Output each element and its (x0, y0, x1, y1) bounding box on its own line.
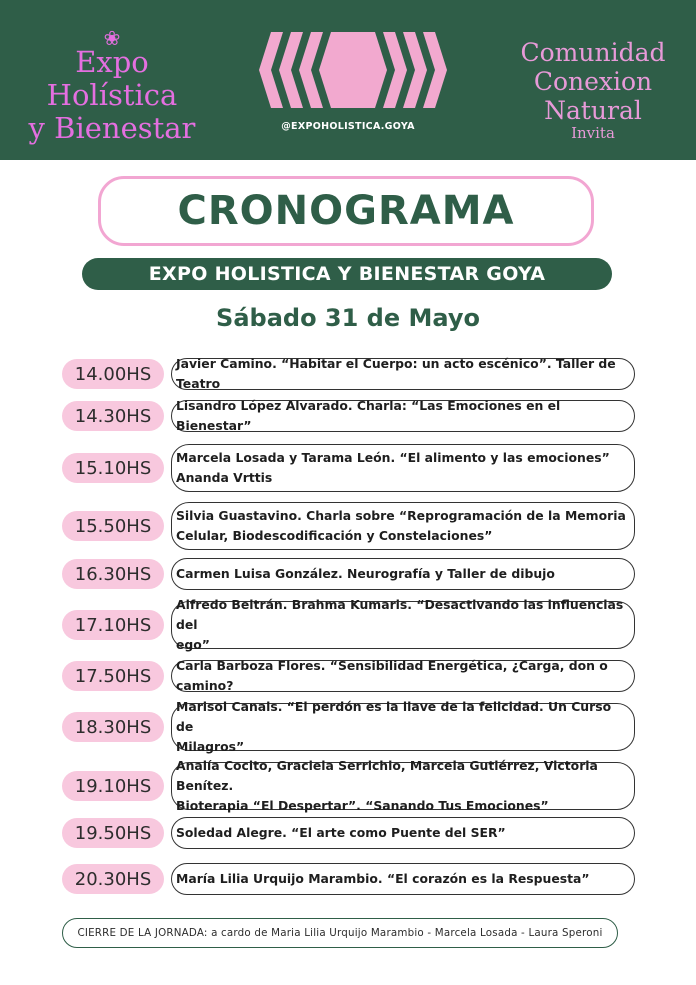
time-badge: 19.50HS (62, 818, 164, 848)
activity-text (176, 354, 628, 394)
expo-brand-logo (12, 26, 212, 145)
activity-line: Marcela Losada y Tarama León. “El alimento y las emociones” (176, 450, 610, 465)
activity-line: Analía Cocito, Graciela Serrichio, Marcela Gutiérrez, Victoria Benítez. (176, 758, 598, 793)
activity-line: Lisandro López Alvarado. Charla: “Las Emociones en el Bienestar” (176, 398, 561, 433)
activity-description (171, 400, 635, 432)
community-brand (488, 38, 696, 141)
activity-line: Bioterapia “El Despertar”. “Sanando Tus Emociones” (176, 798, 549, 813)
schedule-row (0, 502, 696, 550)
time-badge: 20.30HS (62, 864, 164, 894)
time-badge: 14.30HS (62, 401, 164, 431)
header-banner (0, 0, 696, 160)
instagram-handle: @EXPOHOLISTICA.GOYA (281, 121, 415, 132)
event-date: Sábado 31 de Mayo (216, 304, 480, 332)
schedule-row (0, 358, 696, 390)
activity-text (176, 823, 506, 843)
brand-left-line-2: y Bienestar (28, 111, 196, 145)
activity-text (176, 448, 610, 488)
schedule-row (0, 699, 696, 754)
activity-description (171, 597, 635, 652)
activity-description (171, 444, 635, 492)
schedule-row (0, 400, 696, 432)
activity-description (171, 863, 635, 895)
activity-line: Alfredo Beltrán. Brahma Kumaris. “Desactivando las influencias del (176, 597, 624, 632)
schedule-row (0, 660, 696, 692)
activity-line: Carmen Luisa González. Neurografía y Taller de dibujo (176, 566, 555, 581)
page-title: CRONOGRAMA (98, 176, 594, 246)
activity-line: Marisol Canals. “El perdón es la llave de la felicidad. Un Curso de (176, 699, 612, 734)
activity-line: Javier Camino. “Habitar el Cuerpo: un acto escénico”. Taller de Teatro (176, 356, 616, 391)
time-badge: 18.30HS (62, 712, 164, 742)
activity-description (171, 558, 635, 590)
activity-line: Celular, Biodescodificación y Constelaciones” (176, 528, 493, 543)
closing-note: CIERRE DE LA JORNADA: a cardo de Maria Lilia Urquijo Marambio - Marcela Losada - Laura Speroni (62, 918, 618, 948)
activity-text (176, 656, 628, 696)
invita-label: Invita (571, 124, 615, 142)
activity-line: Soledad Alegre. “El arte como Puente del SER” (176, 825, 506, 840)
time-badge: 17.10HS (62, 610, 164, 640)
activity-description (171, 758, 635, 813)
activity-text (176, 869, 590, 889)
activity-description (171, 502, 635, 550)
schedule-row (0, 758, 696, 813)
activity-text (176, 396, 628, 436)
brand-left-line-1: Expo Holística (46, 45, 178, 112)
time-badge: 16.30HS (62, 559, 164, 589)
activity-description (171, 660, 635, 692)
activity-line: Ananda Vrttis (176, 470, 273, 485)
schedule-row (0, 444, 696, 492)
schedule-row (0, 558, 696, 590)
schedule-row (0, 863, 696, 895)
activity-line: ego” (176, 637, 210, 652)
activity-line: María Lilia Urquijo Marambio. “El corazón es la Respuesta” (176, 871, 590, 886)
activity-text (176, 564, 555, 584)
activity-description (171, 358, 635, 390)
brand-right-line-2: Conexion Natural (533, 67, 653, 125)
time-badge: 14.00HS (62, 359, 164, 389)
lotus-icon: ❀ (103, 26, 121, 50)
time-badge: 17.50HS (62, 661, 164, 691)
schedule-row (0, 597, 696, 652)
time-badge: 15.10HS (62, 453, 164, 483)
brand-right-line-1: Comunidad (520, 38, 666, 67)
activity-description (171, 817, 635, 849)
activity-text (176, 756, 628, 816)
activity-line: Silvia Guastavino. Charla sobre “Reprogramación de la Memoria (176, 508, 626, 523)
time-badge: 15.50HS (62, 511, 164, 541)
activity-text (176, 506, 626, 546)
activity-text (176, 595, 628, 655)
activity-line: Carla Barboza Flores. “Sensibilidad Energética, ¿Carga, don o camino? (176, 658, 608, 693)
activity-description (171, 699, 635, 754)
activity-line: Milagros” (176, 739, 245, 754)
time-badge: 19.10HS (62, 771, 164, 801)
activity-text (176, 697, 628, 757)
event-subtitle: EXPO HOLISTICA Y BIENESTAR GOYA (82, 258, 612, 290)
expo-chevron-logo-icon (259, 32, 447, 108)
schedule-row (0, 817, 696, 849)
